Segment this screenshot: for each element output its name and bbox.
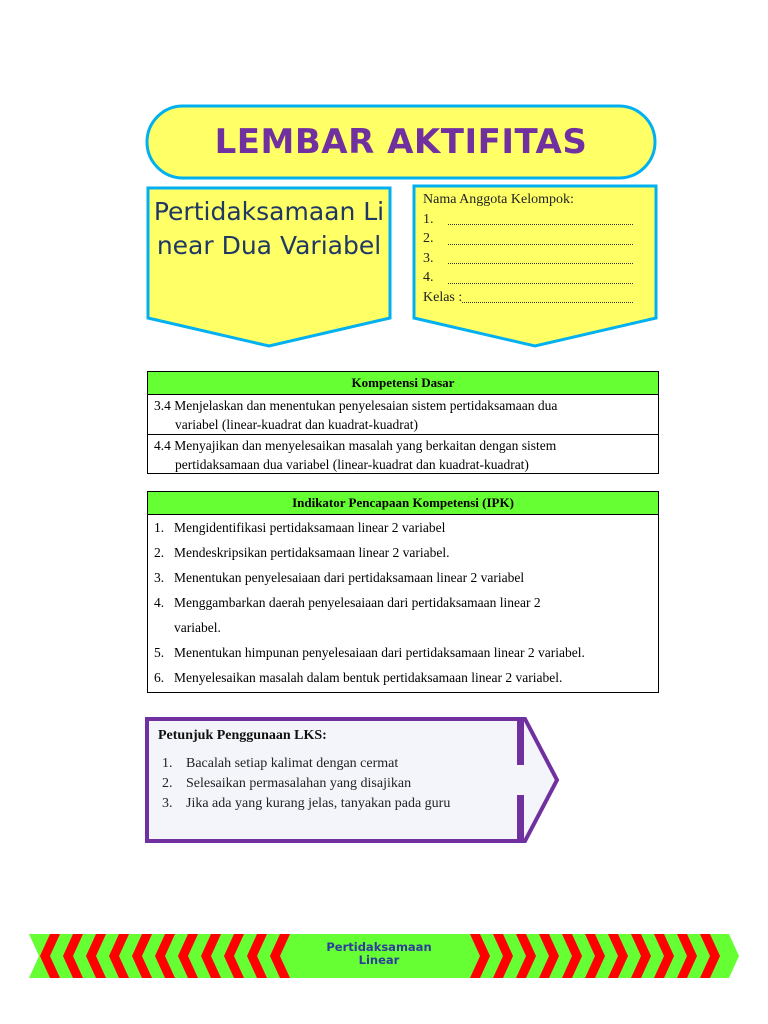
footer-label: Pertidaksamaan Linear xyxy=(326,940,432,967)
ipk-table xyxy=(147,491,659,693)
ipk-item: 1. Mengidentifikasi pertidaksamaan linear 2 variabel xyxy=(154,520,446,535)
instruction-item: 3. Jika ada yang kurang jelas, tanyakan pada guru xyxy=(162,796,451,811)
member-line: 4. xyxy=(423,268,643,288)
member-fill-line[interactable] xyxy=(448,214,634,225)
group-members-box xyxy=(423,190,643,307)
kompetensi-row: 3.4 Menjelaskan dan menentukan penyelesaian sistem pertidaksamaan dua variabel (linear-kuadrat dan kuadrat-kuadrat) xyxy=(148,395,658,435)
instructions-list xyxy=(162,754,450,814)
ipk-item: 4. Menggambarkan daerah penyelesaiaan dari pertidaksamaan linear 2 variabel. xyxy=(154,595,541,635)
topic-title: Pertidaksamaan Linear Dua Variabel xyxy=(153,197,385,260)
instruction-item: 2. Selesaikan permasalahan yang disajikan xyxy=(162,776,412,791)
kompetensi-dasar-header: Kompetensi Dasar xyxy=(148,372,658,395)
kompetensi-row: 4.4 Menyajikan dan menyelesaikan masalah yang berkaitan dengan sistem pertidaksamaan dua variabel (linear-kuadrat dan kuadrat-kuadrat) xyxy=(154,438,557,472)
ipk-item: 5. Menentukan himpunan penyelesaiaan dari pertidaksamaan linear 2 variabel. xyxy=(154,645,585,660)
ipk-item: 2. Mendeskripsikan pertidaksamaan linear 2 variabel. xyxy=(154,545,450,560)
member-fill-line[interactable] xyxy=(448,273,634,284)
members-heading: Nama Anggota Kelompok: xyxy=(423,192,574,207)
member-line: 3. xyxy=(423,249,643,269)
member-line: 2. xyxy=(423,229,643,249)
ipk-header: Indikator Pencapaan Kompetensi (IPK) xyxy=(148,492,658,515)
ipk-list xyxy=(148,515,658,692)
instruction-item: 1. Bacalah setiap kalimat dengan cermat xyxy=(162,756,399,771)
ipk-item: 3. Menentukan penyelesaiaan dari pertidaksamaan linear 2 variabel xyxy=(154,570,525,585)
class-fill-line[interactable] xyxy=(462,292,633,303)
member-fill-line[interactable] xyxy=(448,253,634,264)
page-title: LEMBAR AKTIFITAS xyxy=(214,122,588,162)
member-line: 1. xyxy=(423,210,643,230)
class-line: Kelas : xyxy=(423,288,643,308)
instructions-title: Petunjuk Penggunaan LKS: xyxy=(158,728,327,743)
member-fill-line[interactable] xyxy=(448,234,634,245)
kompetensi-dasar-table xyxy=(147,371,659,474)
ipk-item: 6. Menyelesaikan masalah dalam bentuk pertidaksamaan linear 2 variabel. xyxy=(154,670,563,685)
